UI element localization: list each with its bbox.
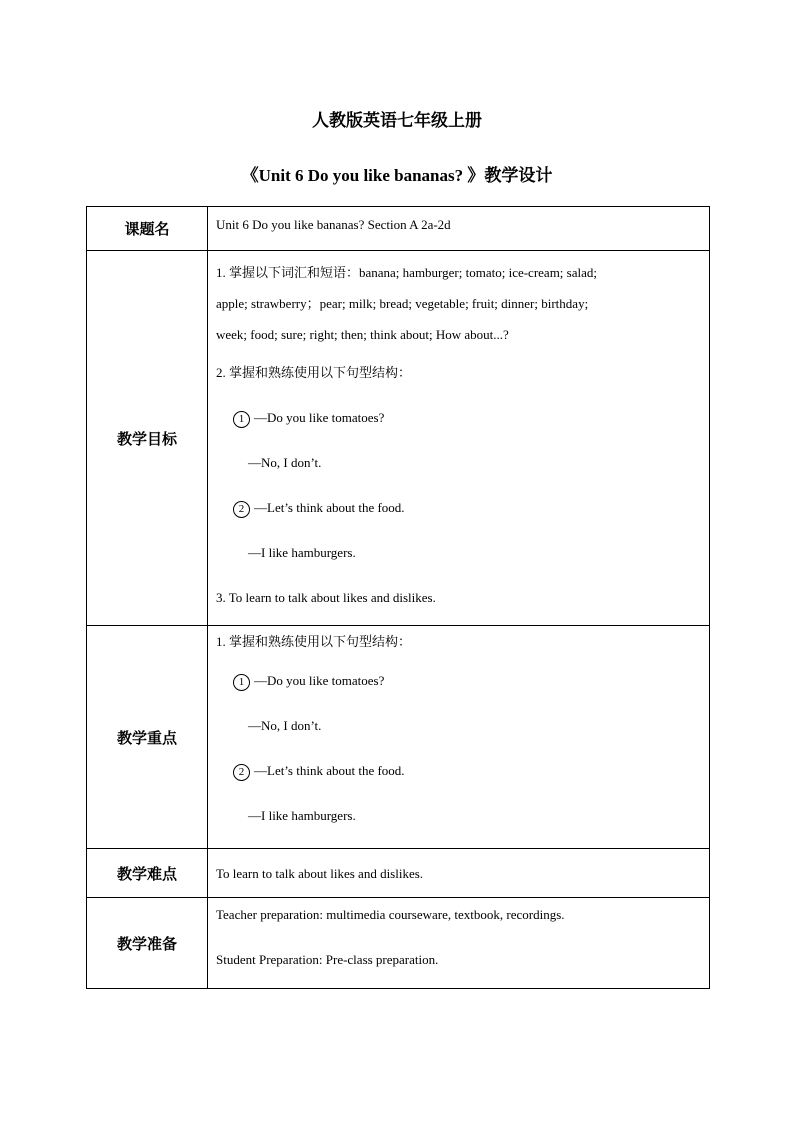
preparation-label: 教学准备 (87, 898, 208, 989)
key-points-item1: 1. 掌握和熟练使用以下句型结构： (216, 634, 412, 649)
difficulties-text: To learn to talk about likes and dislikes. (216, 865, 424, 881)
objectives-example1-question (216, 395, 703, 440)
document-title: 人教版英语七年级上册 (312, 111, 482, 130)
document-subtitle: 《Unit 6 Do you like bananas? 》教学设计 (241, 166, 553, 185)
key-points-example2-answer: —I like hamburgers. (248, 808, 356, 823)
objectives-item3: 3. To learn to talk about likes and dislikes. (216, 590, 436, 605)
table-row-preparation (87, 898, 710, 989)
key-points-example2-question (216, 748, 703, 793)
circled-number-1: 1 (233, 411, 250, 428)
table-row-topic (87, 207, 710, 251)
topic-text: Unit 6 Do you like bananas? Section A 2a-2d (216, 217, 451, 232)
objectives-item1-line3: week; food; sure; right; then; think about; How about...? (216, 327, 509, 342)
preparation-student: Student Preparation: Pre-class preparation. (216, 952, 439, 967)
objectives-example2-question (216, 485, 703, 530)
objectives-example2-answer: —I like hamburgers. (248, 545, 356, 560)
preparation-cell (208, 898, 710, 989)
objectives-item1-line2: apple; strawberry；pear; milk; bread; vegetable; fruit; dinner; birthday; (216, 296, 589, 311)
difficulties-cell (208, 849, 710, 898)
objectives-example1-question-text: —Do you like tomatoes? (254, 410, 385, 425)
objectives-label: 教学目标 (87, 251, 208, 626)
table-row-key-points (87, 626, 710, 849)
key-points-label: 教学重点 (87, 626, 208, 849)
key-points-example1-question (216, 658, 703, 703)
topic-label: 课题名 (87, 207, 208, 251)
objectives-item2: 2. 掌握和熟练使用以下句型结构： (216, 365, 412, 380)
difficulties-label: 教学难点 (87, 849, 208, 898)
table-row-objectives (87, 251, 710, 626)
objectives-item1-line1: 1. 掌握以下词汇和短语：banana; hamburger; tomato; ice-cream; salad; (216, 265, 597, 280)
objectives-cell (208, 251, 710, 626)
circled-number-1: 1 (233, 674, 250, 691)
key-points-example1-answer: —No, I don’t. (248, 718, 322, 733)
circled-number-2: 2 (233, 501, 250, 518)
circled-number-2: 2 (233, 764, 250, 781)
key-points-example1-question-text: —Do you like tomatoes? (254, 673, 385, 688)
objectives-example1-answer: —No, I don’t. (248, 455, 322, 470)
objectives-example2-question-text: —Let’s think about the food. (254, 500, 405, 515)
topic-cell (208, 207, 710, 251)
preparation-teacher: Teacher preparation: multimedia courseware, textbook, recordings. (216, 907, 565, 922)
key-points-cell (208, 626, 710, 849)
table-row-difficulties (87, 849, 710, 898)
key-points-example2-question-text: —Let’s think about the food. (254, 763, 405, 778)
lesson-plan-table (86, 206, 710, 989)
